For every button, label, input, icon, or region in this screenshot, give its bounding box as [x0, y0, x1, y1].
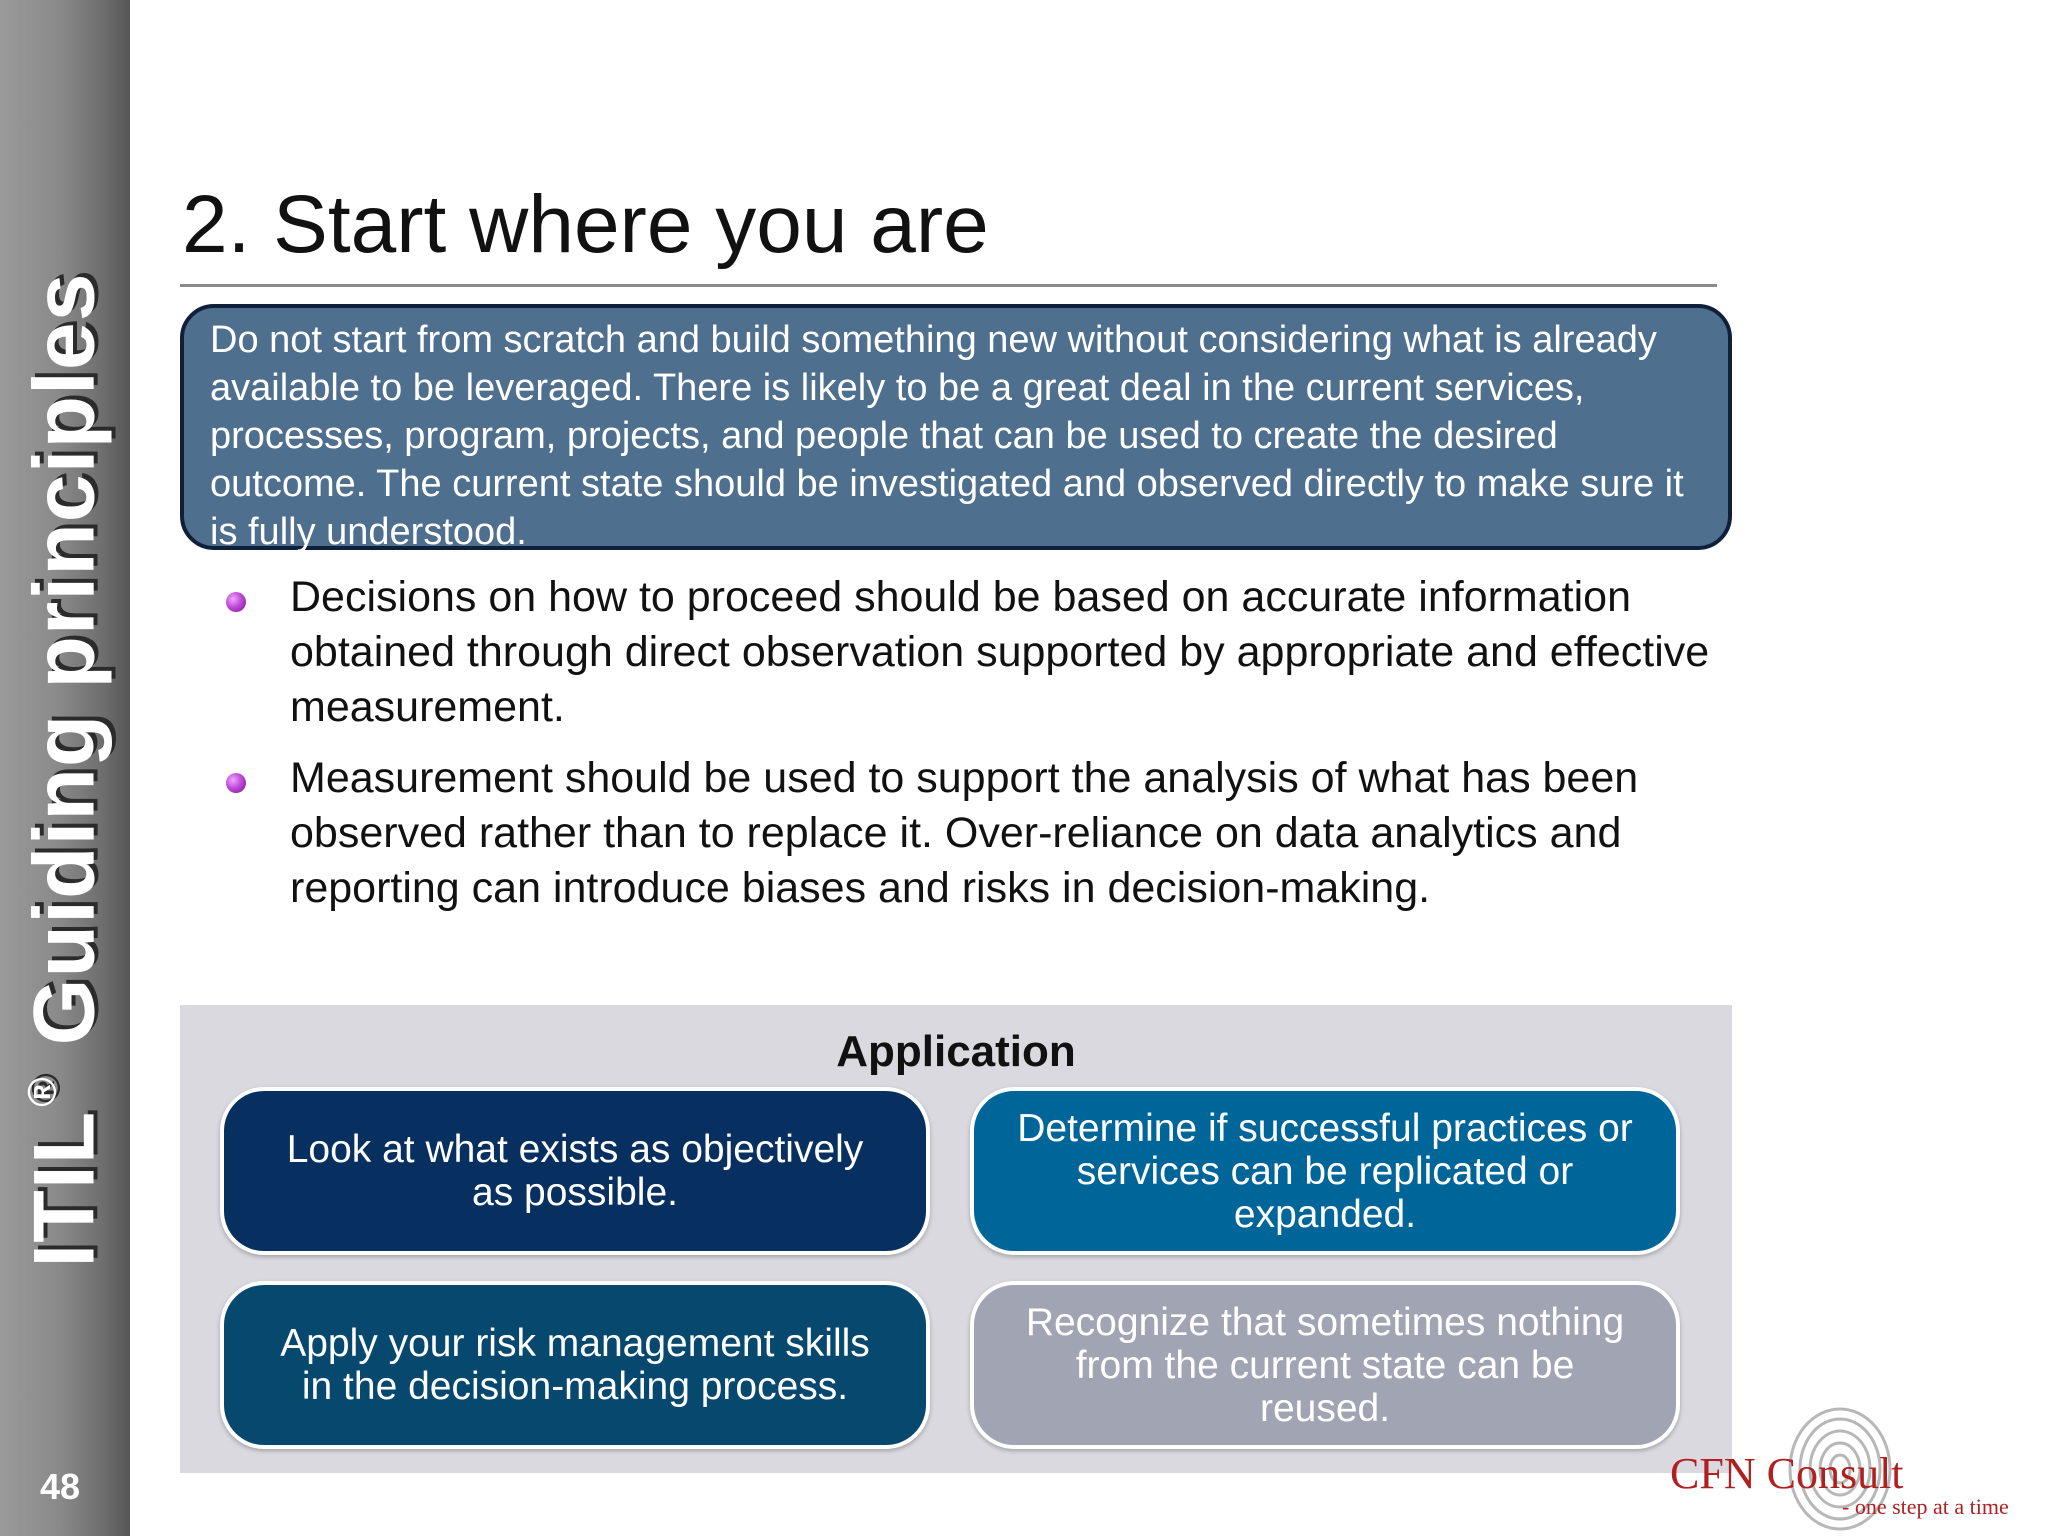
company-logo [1670, 1400, 2048, 1536]
application-panel [180, 1005, 1732, 1473]
page-number: 48 [40, 1466, 81, 1507]
logo-tagline: - one step at a time [1842, 1494, 2009, 1519]
sidebar-title-rest: Guiding principles [16, 272, 113, 1046]
application-box-replicate: Determine if successful practices or services can be replicated or expanded. [970, 1087, 1680, 1255]
bullet-list [180, 570, 1730, 932]
bullet-text: Measurement should be used to support the analysis of what has been observed rather than to replace it. Over-reliance on data analytics and reporting can introduce biases and risks in decision-making. [290, 754, 1639, 912]
application-heading: Application [836, 1027, 1076, 1076]
bullet-icon [226, 592, 246, 612]
application-box-objective: Look at what exists as objectively as possible. [220, 1087, 930, 1255]
sidebar [0, 0, 130, 1536]
list-item [180, 570, 1730, 735]
principle-callout: Do not start from scratch and build something new without considering what is already available to be leveraged. There is likely to be a great deal in the current services, processes, program, projects, and people that can be used to create the desired outcome. The current state should be investigated and observed directly to make sure it is fully understood. [180, 304, 1732, 550]
logo-name: CFN Consult [1670, 1449, 1904, 1498]
list-item [180, 751, 1730, 916]
page-title: 2. Start where you are [182, 179, 989, 270]
registered-mark: ® [20, 1076, 65, 1107]
title-divider [180, 284, 1717, 287]
application-box-risk: Apply your risk management skills in the decision-making process. [220, 1281, 930, 1449]
sidebar-title [16, 272, 115, 1267]
sidebar-title-main: ITIL [16, 1110, 113, 1268]
application-box-reuse: Recognize that sometimes nothing from the current state can be reused. [970, 1281, 1680, 1449]
bullet-icon [226, 773, 246, 793]
bullet-text: Decisions on how to proceed should be based on accurate information obtained through direct observation supported by appropriate and effective measurement. [290, 573, 1710, 731]
